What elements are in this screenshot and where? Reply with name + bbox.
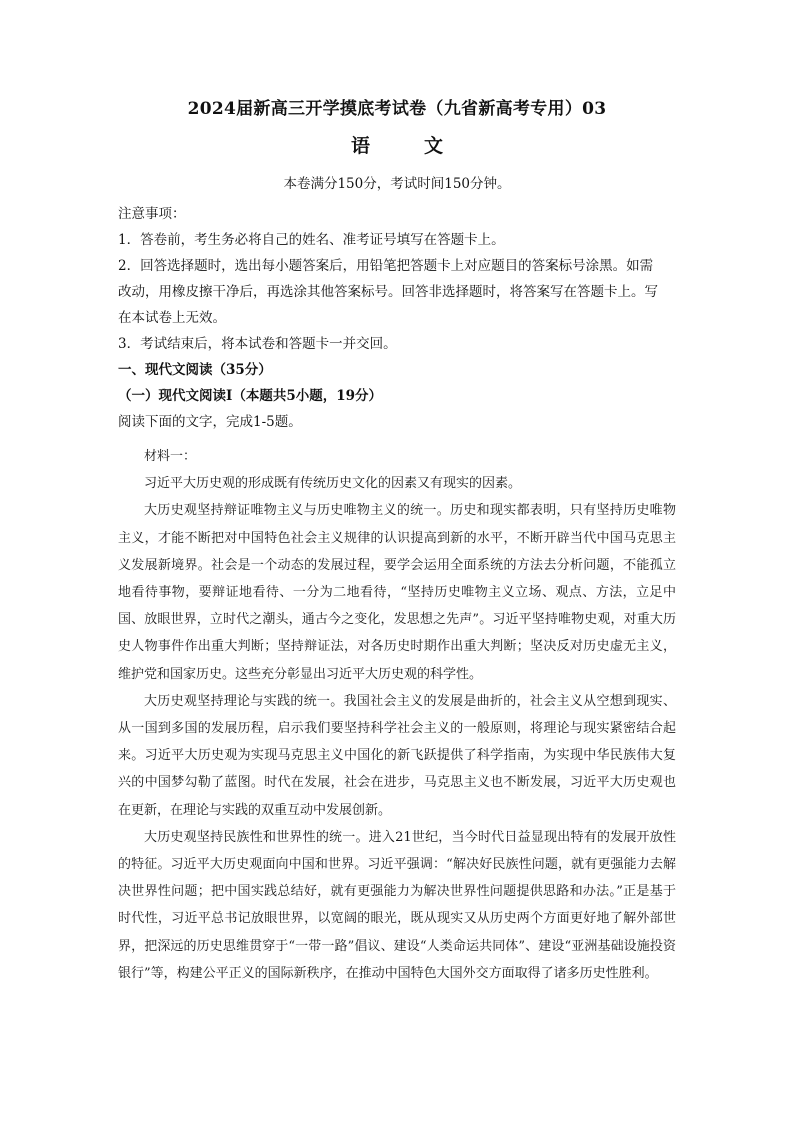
note-item: 2．回答选择题时，选出每小题答案后，用铅笔把答题卡上对应题目的答案标号涂黑。如需 <box>118 258 654 274</box>
subject-heading: 语文 <box>350 135 497 157</box>
note-item: 改动，用橡皮擦干净后，再选涂其他答案标号。回答非选择题时，将答案写在答题卡上。写 <box>118 284 658 300</box>
subsection-heading: （一）现代文阅读Ⅰ（本题共5小题，19分） <box>118 388 382 404</box>
instructions-block <box>118 201 678 435</box>
note-item: 1．答卷前，考生务必将自己的姓名、准考证号填写在答题卡上。 <box>118 232 505 248</box>
material-paragraph: 大历史观坚持理论与实践的统一。我国社会主义的发展是曲折的，社会主义从空想到现实、从一国到多国的发展历程，启示我们要坚持科学社会主义的一般原则，将理论与现实紧密结合起来。习近平大历史观为实现马克思主义中国化的新飞跃提供了科学指南，为实现中华民族伟大复兴的中国梦勾勒了蓝图。时代在发展，社会在进步，马克思主义也不断发展，习近平大历史观也在更新，在理论与实践的双重互动中发展创新。 <box>118 693 676 818</box>
exam-title: 2024届新高三开学摸底考试卷（九省新高考专用）03 <box>187 99 607 119</box>
material-paragraph: 大历史观坚持民族性和世界性的统一。进入21世纪，当今时代日益显现出特有的发展开放性的特征。习近平大历史观面向中国和世界。习近平强调：“解决好民族性问题，就有更强能力去解决世界性问题；把中国实践总结好，就有更强能力为解决世界性问题提供思路和办法。”正是基于时代性，习近平总书记放眼世界，以宽阔的眼光，既从现实又从历史两个方面更好地了解外部世界，把深远的历史思维贯穿于“一带一路”倡议、建设“人类命运共同体”、建设“亚洲基础设施投资银行”等，构建公平正义的国际新秩序，在推动中国特色大国外交方面取得了诸多历史性胜利。 <box>118 829 676 981</box>
material-paragraph: 习近平大历史观的形成既有传统历史文化的因素又有现实的因素。 <box>144 476 522 492</box>
note-item: 在本试卷上无效。 <box>118 310 226 326</box>
section-heading: 一、现代文阅读（35分） <box>118 362 272 378</box>
reading-material <box>118 443 676 987</box>
exam-intro: 本卷满分150分，考试时间150分钟。 <box>283 176 511 192</box>
note-item: 3．考试结束后，将本试卷和答题卡一并交回。 <box>118 336 397 352</box>
material-paragraph: 大历史观坚持辩证唯物主义与历史唯物主义的统一。历史和现实都表明，只有坚持历史唯物主义，才能不断把对中国特色社会主义规律的认识提高到新的水平，不断开辟当代中国马克思主义发展新境界。社会是一个动态的发展过程，要学会运用全面系统的方法去分析问题，不能孤立地看待事物，要辩证地看待、一分为二地看待，“坚持历史唯物主义立场、观点、方法，立足中国、放眼世界，立时代之潮头，通古今之变化，发思想之先声”。习近平坚持唯物史观，对重大历史人物事件作出重大判断；坚持辩证法，对各历史时期作出重大判断；坚决反对历史虚无主义，维护党和国家历史。这些充分彰显出习近平大历史观的科学性。 <box>118 503 676 682</box>
reading-instruction: 阅读下面的文字，完成1-5题。 <box>118 414 302 430</box>
material-label: 材料一： <box>144 449 197 464</box>
notes-heading: 注意事项： <box>118 206 186 222</box>
